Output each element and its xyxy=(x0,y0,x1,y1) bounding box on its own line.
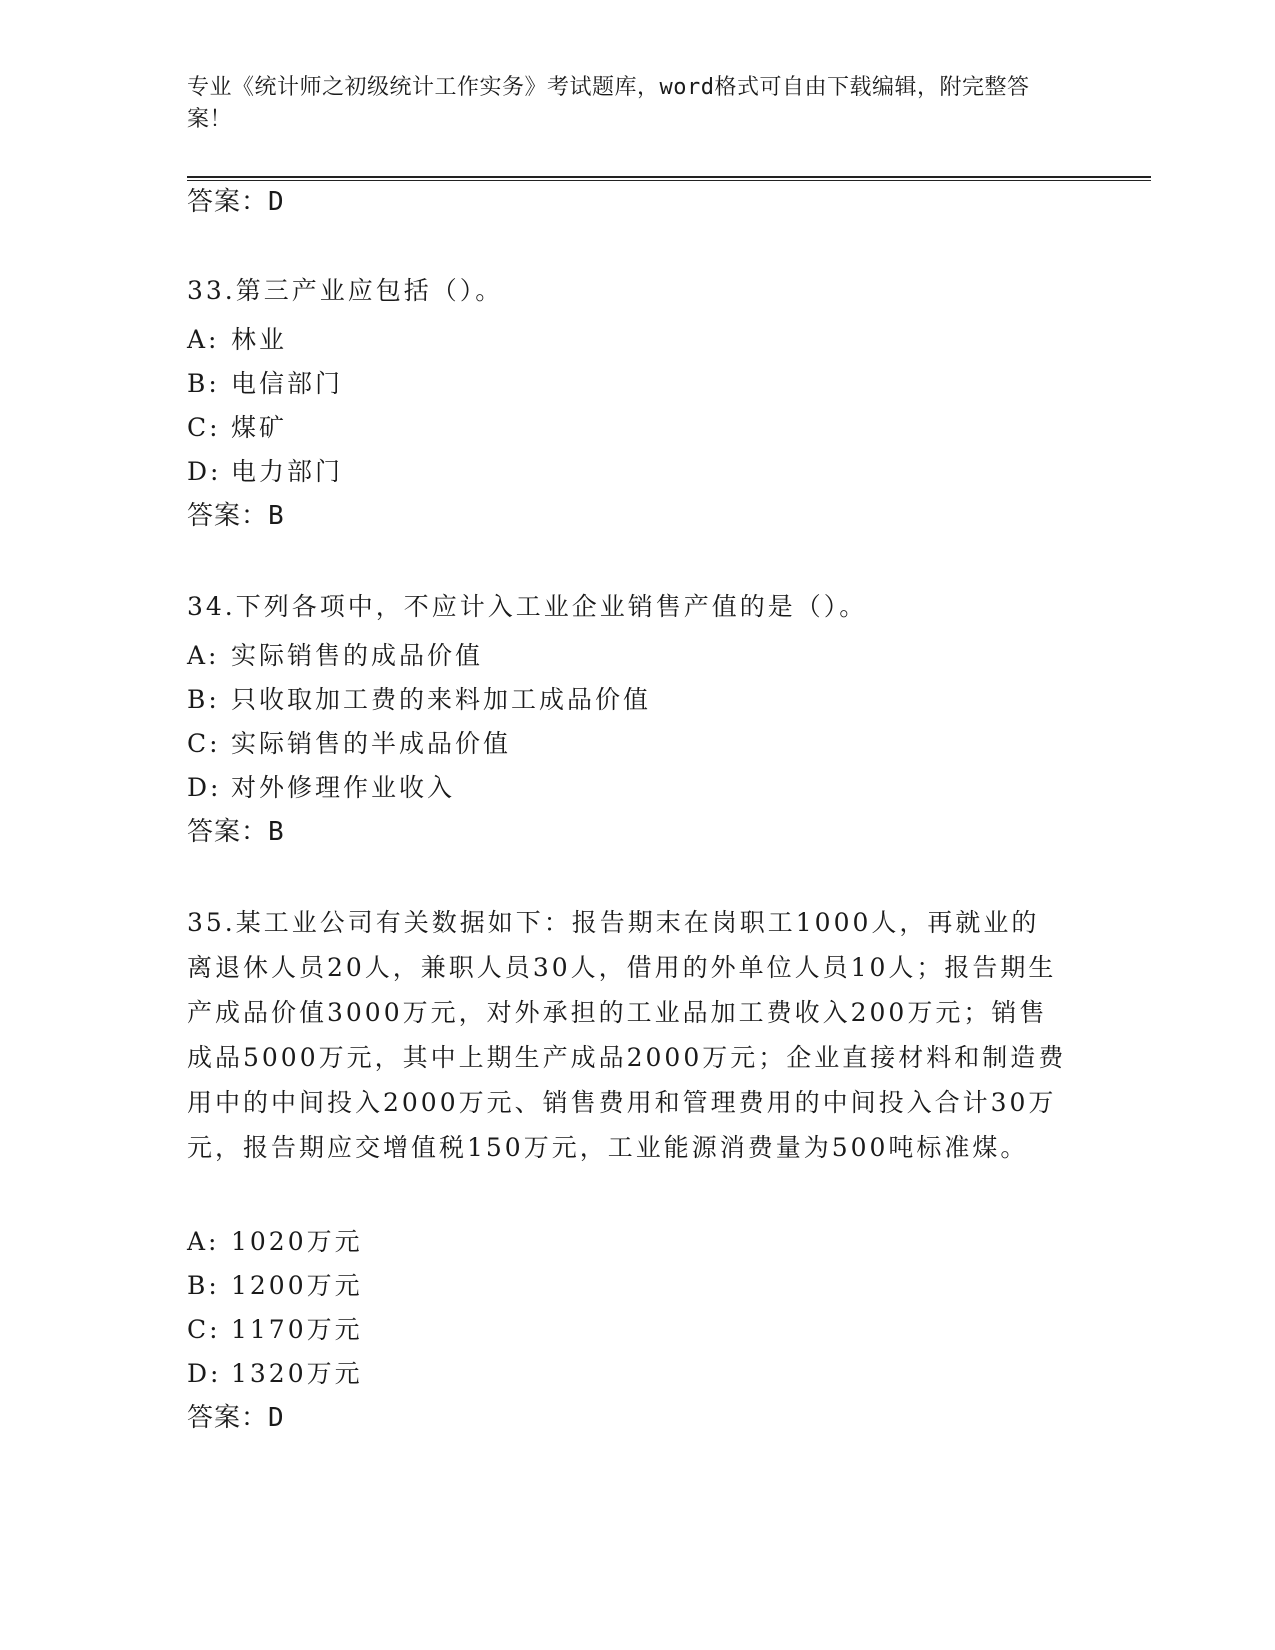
option-text: 实际销售的半成品价值 xyxy=(231,729,512,758)
question-33-option-b xyxy=(187,368,343,400)
option-text: 1320万元 xyxy=(231,1359,363,1388)
answer-label: 答案： xyxy=(187,1403,269,1433)
option-text: 电信部门 xyxy=(231,369,344,398)
option-key: A: xyxy=(187,641,220,670)
previous-answer xyxy=(187,186,285,218)
question-34-option-a xyxy=(187,640,483,672)
question-33-option-d xyxy=(187,456,343,488)
option-key: C: xyxy=(187,729,221,758)
question-33-option-a xyxy=(187,324,287,356)
question-33-stem: 33.第三产业应包括（）。 xyxy=(187,276,504,305)
answer-label: 答案： xyxy=(187,817,269,847)
option-key: B: xyxy=(187,1271,220,1300)
option-key: A: xyxy=(187,1227,220,1256)
option-key: B: xyxy=(187,685,220,714)
question-35-stem: 35.某工业公司有关数据如下：报告期末在岗职工1000人，再就业的离退休人员20人，兼职人员30人，借用的外单位人员10人；报告期生产成品价值3000万元，对外承担的工业品加工费收入200万元；销售成品5000万元，其中上期生产成品2000万元；企业直接材料和制造费用中的中间投入2000万元、销售费用和管理费用的中间投入合计30万元，报告期应交增值税150万元，工业能源消费量为500吨标准煤。 xyxy=(187,908,1067,1162)
question-34-answer xyxy=(187,816,285,848)
answer-value: D xyxy=(268,187,285,217)
question-34-option-c xyxy=(187,728,511,760)
option-key: C: xyxy=(187,1315,221,1344)
option-text: 煤矿 xyxy=(231,413,288,442)
option-text: 1170万元 xyxy=(231,1315,363,1344)
option-text: 1020万元 xyxy=(231,1227,363,1256)
question-35-option-b xyxy=(187,1270,363,1302)
option-text: 实际销售的成品价值 xyxy=(231,641,484,670)
answer-label: 答案： xyxy=(187,501,269,531)
option-text: 对外修理作业收入 xyxy=(231,773,456,802)
answer-value: B xyxy=(268,817,285,847)
option-key: B: xyxy=(187,369,220,398)
question-35-answer xyxy=(187,1402,285,1434)
option-key: C: xyxy=(187,413,221,442)
question-33-option-c xyxy=(187,412,287,444)
question-35-option-c xyxy=(187,1314,363,1346)
page-header: 专业《统计师之初级统计工作实务》考试题库，word格式可自由下载编辑，附完整答案！ xyxy=(187,75,1030,132)
answer-value: D xyxy=(268,1403,285,1433)
option-text: 1200万元 xyxy=(231,1271,363,1300)
question-34-option-d xyxy=(187,772,455,804)
option-text: 电力部门 xyxy=(231,457,344,486)
answer-label: 答案： xyxy=(187,187,269,217)
option-text: 林业 xyxy=(231,325,288,354)
option-key: D: xyxy=(187,457,222,486)
question-35-option-d xyxy=(187,1358,363,1390)
option-key: A: xyxy=(187,325,220,354)
header-divider xyxy=(187,176,1151,181)
answer-value: B xyxy=(268,501,285,531)
option-text: 只收取加工费的来料加工成品价值 xyxy=(231,685,652,714)
option-key: D: xyxy=(187,1359,222,1388)
option-key: D: xyxy=(187,773,222,802)
question-34-stem: 34.下列各项中，不应计入工业企业销售产值的是（）。 xyxy=(187,592,868,621)
question-35-option-a xyxy=(187,1226,363,1258)
question-33-answer xyxy=(187,500,285,532)
question-34-option-b xyxy=(187,684,651,716)
